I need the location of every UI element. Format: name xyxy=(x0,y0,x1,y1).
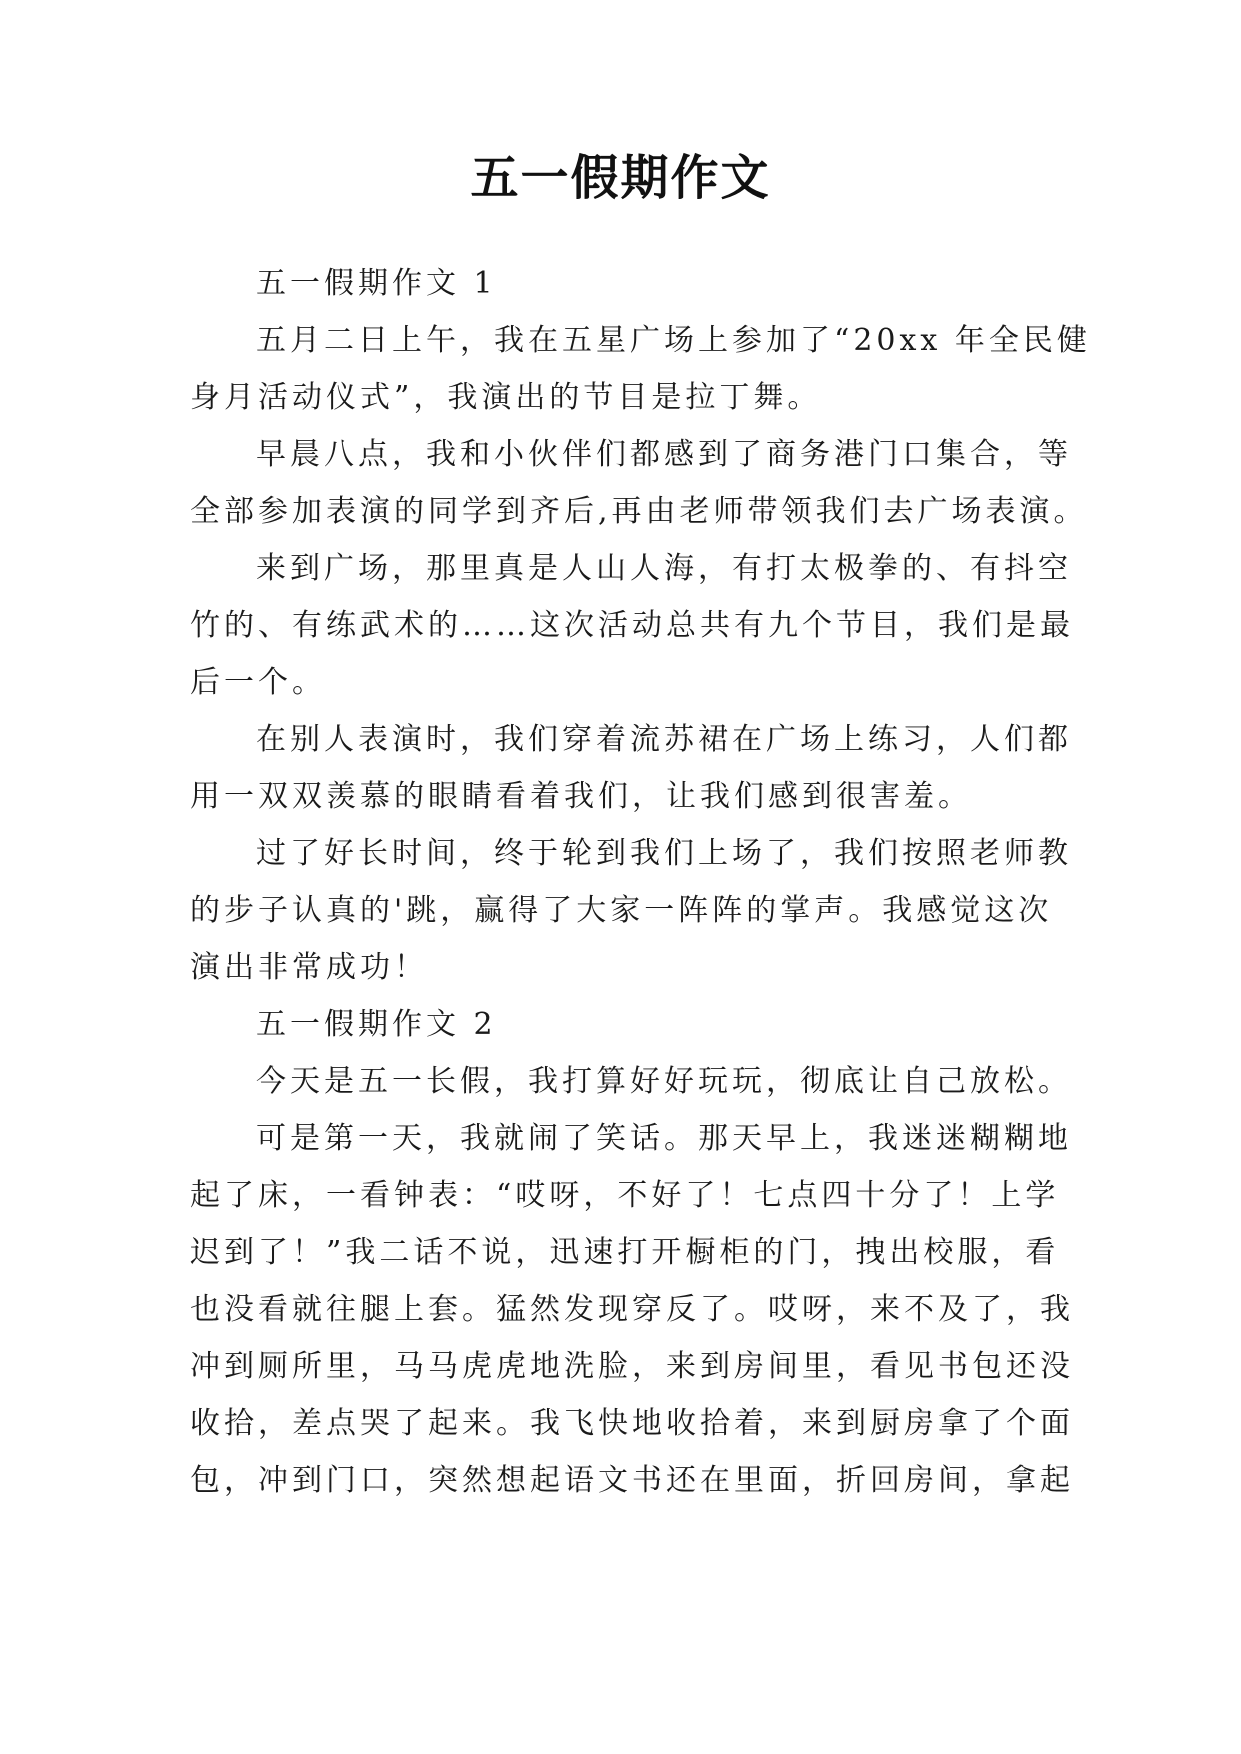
paragraph-line: 来到广场，那里真是人山人海，有打太极拳的、有抖空 xyxy=(256,551,1072,586)
paragraph-line: 五月二日上午，我在五星广场上参加了“20xx 年全民健 xyxy=(256,323,1091,358)
paragraph-line: 演出非常成功！ xyxy=(190,950,428,985)
paragraph-line: 迟到了！”我二话不说，迅速打开橱柜的门，拽出校服，看 xyxy=(190,1235,1060,1270)
paragraph-line: 冲到厕所里，马马虎虎地洗脸，来到房间里，看见书包还没 xyxy=(190,1349,1074,1384)
paragraph-line: 在别人表演时，我们穿着流苏裙在广场上练习，人们都 xyxy=(256,722,1072,757)
paragraph-line: 用一双双羡慕的眼睛看着我们，让我们感到很害羞。 xyxy=(190,779,972,814)
paragraph-line: 的步子认真的'跳，赢得了大家一阵阵的掌声。我感觉这次 xyxy=(190,893,1053,928)
paragraph-line: 早晨八点，我和小伙伴们都感到了商务港门口集合，等 xyxy=(256,437,1072,472)
paragraph-line: 过了好长时间，终于轮到我们上场了，我们按照老师教 xyxy=(256,836,1072,871)
section-heading-2: 五一假期作文 2 xyxy=(256,1007,497,1042)
paragraph-line: 今天是五一长假，我打算好好玩玩，彻底让自己放松。 xyxy=(256,1064,1072,1099)
paragraph-line: 起了床，一看钟表：“哎呀，不好了！七点四十分了！上学 xyxy=(190,1178,1060,1213)
paragraph-line: 身月活动仪式”，我演出的节目是拉丁舞。 xyxy=(190,380,822,415)
paragraph-line: 后一个。 xyxy=(190,665,326,700)
paragraph-line: 竹的、有练武术的……这次活动总共有九个节目，我们是最 xyxy=(190,608,1074,643)
paragraph-line: 全部参加表演的同学到齐后,再由老师带领我们去广场表演。 xyxy=(190,494,1088,529)
document-title: 五一假期作文 xyxy=(470,150,771,206)
paragraph-line: 也没看就往腿上套。猛然发现穿反了。哎呀，来不及了，我 xyxy=(190,1292,1074,1327)
paragraph-line: 可是第一天，我就闹了笑话。那天早上，我迷迷糊糊地 xyxy=(256,1121,1072,1156)
paragraph-line: 包，冲到门口，突然想起语文书还在里面，折回房间，拿起 xyxy=(190,1463,1074,1498)
section-heading-1: 五一假期作文 1 xyxy=(256,266,497,301)
paragraph-line: 收拾，差点哭了起来。我飞快地收拾着，来到厨房拿了个面 xyxy=(190,1406,1074,1441)
